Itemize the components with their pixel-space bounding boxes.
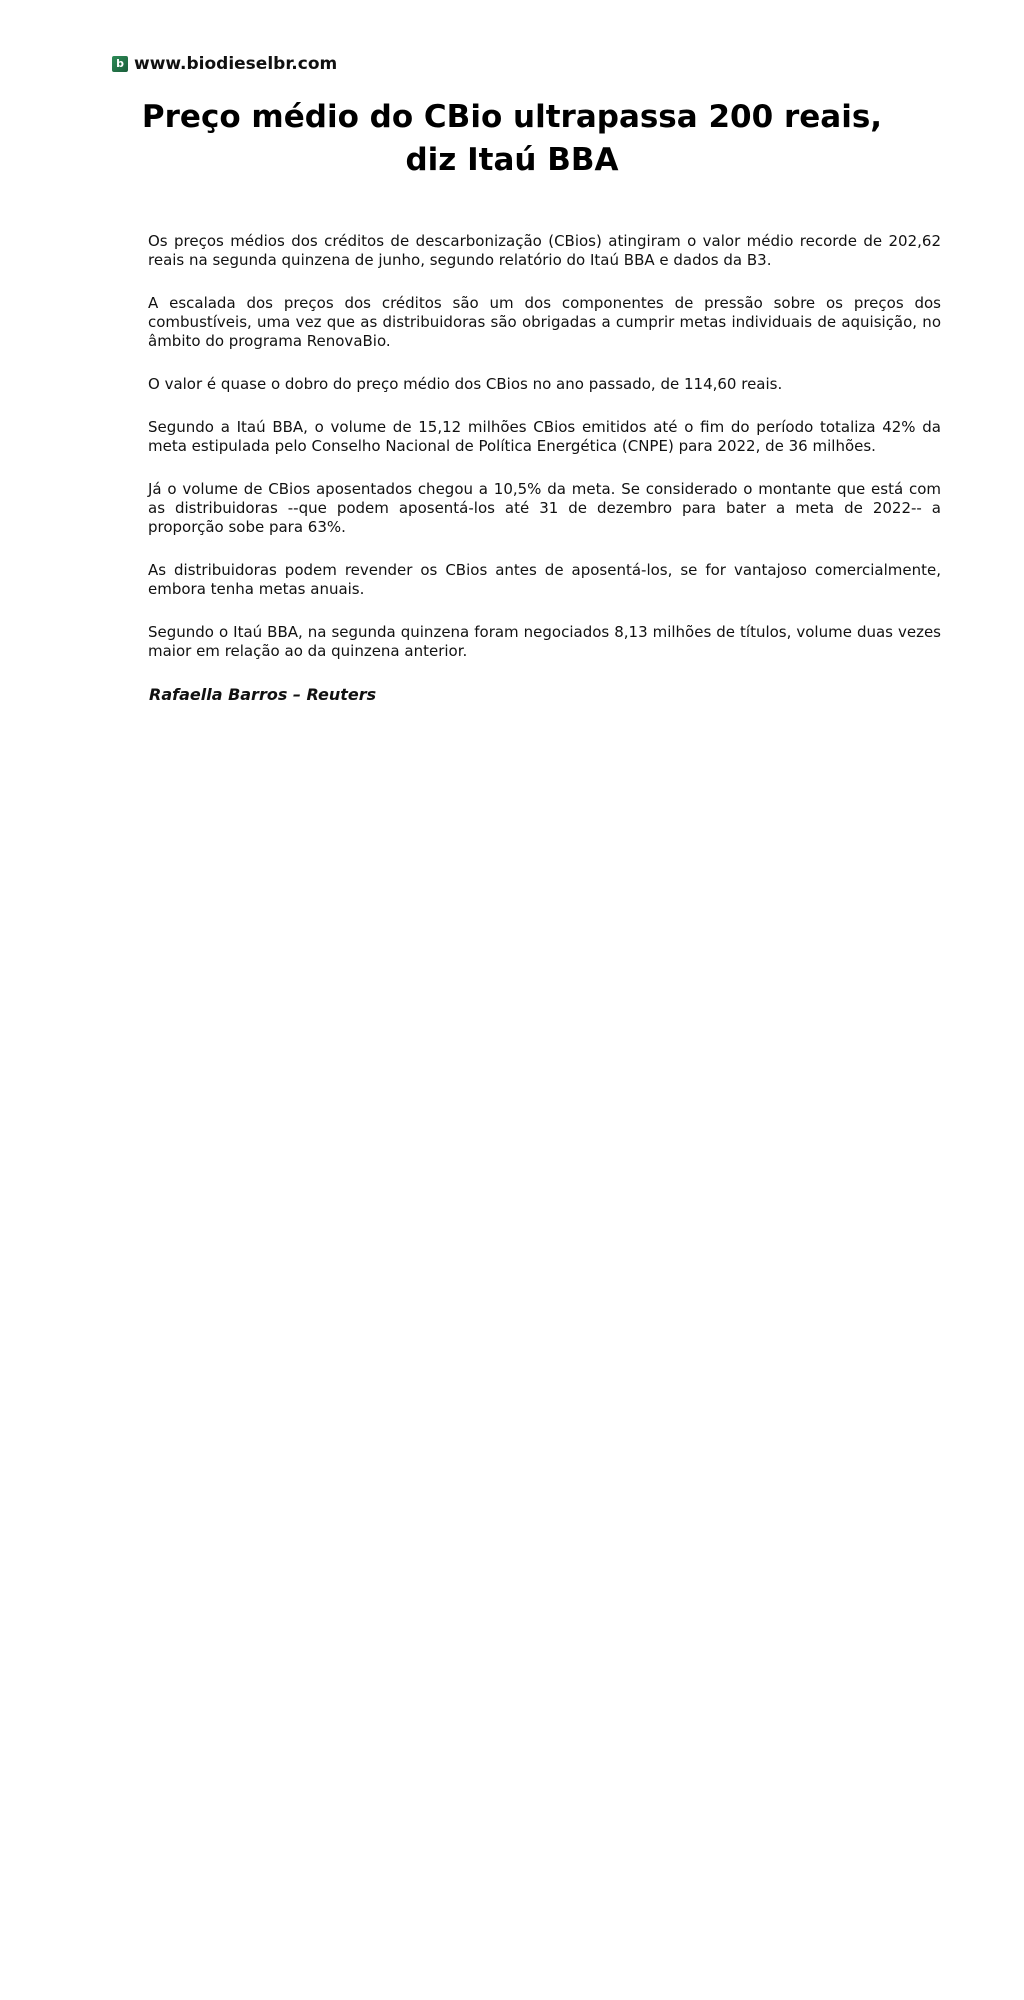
paragraph: Segundo a Itaú BBA, o volume de 15,12 milhões CBios emitidos até o fim do período totaliza 42% da meta estipulada pelo Conselho Nacional de Política Energética (CNPE) para 2022, de 36 milhões.: [148, 418, 941, 455]
paragraph: As distribuidoras podem revender os CBios antes de aposentá-los, se for vantajoso comercialmente, embora tenha metas anuais.: [148, 561, 941, 598]
paragraph: O valor é quase o dobro do preço médio dos CBios no ano passado, de 114,60 reais.: [148, 375, 783, 393]
paragraph: Os preços médios dos créditos de descarbonização (CBios) atingiram o valor médio recorde de 202,62 reais na segunda quinzena de junho, segundo relatório do Itaú BBA e dados da B3.: [148, 232, 941, 269]
paragraph: Já o volume de CBios aposentados chegou a 10,5% da meta. Se considerado o montante que está com as distribuidoras --que podem aposentá-los até 31 de dezembro para bater a meta de 2022-- a proporção sobe para 63%.: [148, 480, 941, 536]
article-title: Preço médio do CBio ultrapassa 200 reais, diz Itaú BBA: [141, 99, 883, 178]
paragraph: Segundo o Itaú BBA, na segunda quinzena foram negociados 8,13 milhões de títulos, volume duas vezes maior em relação ao da quinzena anterior.: [148, 623, 941, 660]
site-url: www.biodieselbr.com: [134, 54, 338, 74]
article-byline: Rafaella Barros – Reuters: [149, 685, 377, 704]
article-body: [148, 232, 941, 685]
site-header: [112, 52, 337, 76]
site-logo-icon: b: [112, 56, 128, 72]
paragraph: A escalada dos preços dos créditos são um dos componentes de pressão sobre os preços dos combustíveis, uma vez que as distribuidoras são obrigadas a cumprir metas individuais de aquisição, no âmbito do programa RenovaBio.: [148, 294, 941, 350]
